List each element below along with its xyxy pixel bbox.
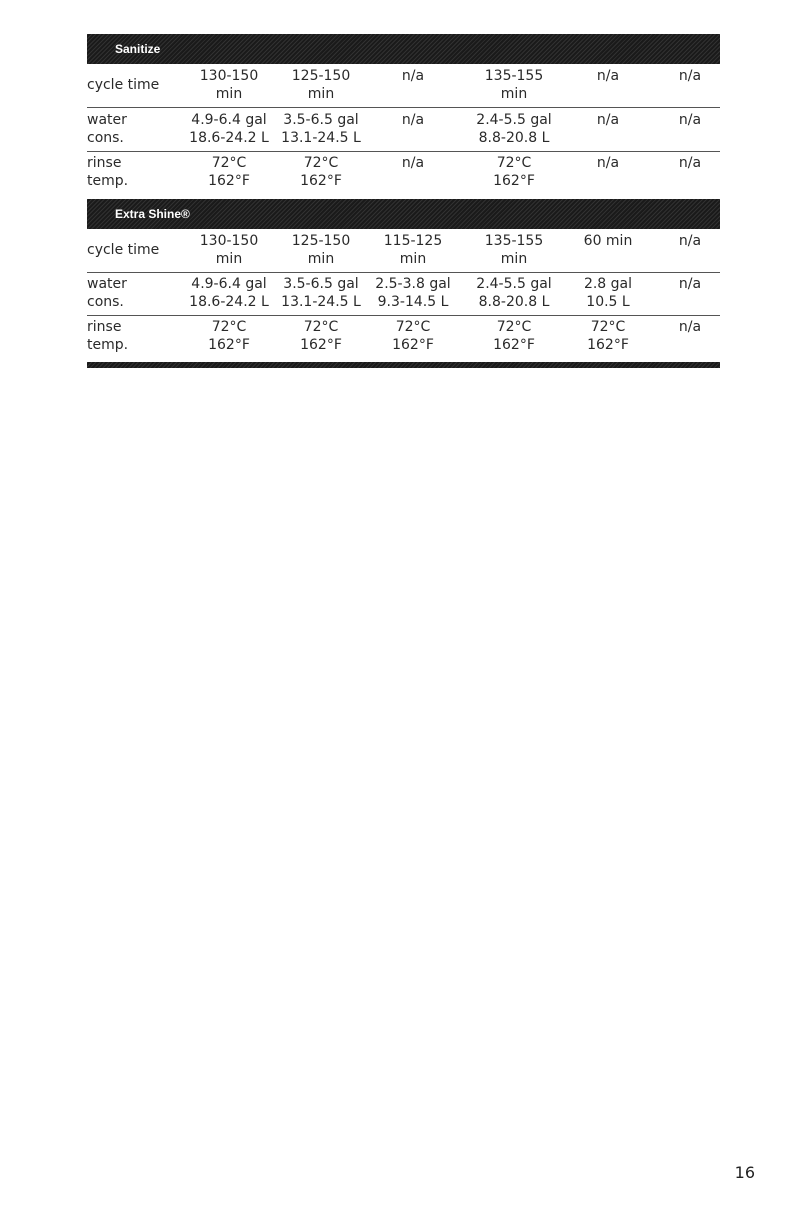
table-cell: 4.9-6.4 gal 18.6-24.2 L	[189, 112, 269, 146]
table-cell: 2.4-5.5 gal 8.8-20.8 L	[476, 276, 552, 310]
table-cell: 130-150 min	[199, 233, 259, 267]
section-header-sanitize	[87, 34, 720, 64]
row-label: rinse temp.	[87, 319, 129, 353]
table-cell: 2.8 gal 10.5 L	[583, 276, 633, 310]
table-cell: 135-155 min	[484, 68, 544, 102]
table-cell: n/a	[401, 68, 425, 84]
row-label: water cons.	[87, 112, 127, 146]
row-divider	[87, 107, 720, 108]
row-label: rinse temp.	[87, 155, 129, 189]
table-cell: 72°C 162°F	[300, 319, 342, 353]
row-label: cycle time	[87, 242, 160, 258]
table-cell: n/a	[678, 112, 702, 128]
table-cell: 3.5-6.5 gal 13.1-24.5 L	[281, 276, 361, 310]
table-cell: n/a	[401, 112, 425, 128]
table-cell: 3.5-6.5 gal 13.1-24.5 L	[281, 112, 361, 146]
table-cell: 72°C 162°F	[493, 155, 535, 189]
table-cell: n/a	[596, 155, 620, 171]
table-cell: 72°C 162°F	[300, 155, 342, 189]
row-label: water cons.	[87, 276, 127, 310]
table-cell: n/a	[596, 68, 620, 84]
table-cell: n/a	[678, 276, 702, 292]
page-number: 16	[734, 1163, 755, 1182]
table-cell: 4.9-6.4 gal 18.6-24.2 L	[189, 276, 269, 310]
program-data-table	[87, 34, 720, 368]
row-divider	[87, 151, 720, 152]
table-cell: n/a	[678, 68, 702, 84]
section-title: Extra Shine®	[115, 207, 190, 221]
section-rows-sanitize	[87, 64, 720, 199]
table-cell: 72°C 162°F	[587, 319, 629, 353]
table-cell: 60 min	[583, 233, 633, 249]
section-header-extra-shine	[87, 199, 720, 229]
row-label: cycle time	[87, 77, 160, 93]
table-cell: 125-150 min	[291, 233, 351, 267]
section-title: Sanitize	[115, 42, 161, 56]
row-divider	[87, 272, 720, 273]
table-cell: 2.4-5.5 gal 8.8-20.8 L	[476, 112, 552, 146]
section-rows-extra-shine	[87, 229, 720, 362]
table-cell: 130-150 min	[199, 68, 259, 102]
table-bottom-band	[87, 362, 720, 368]
row-divider	[87, 315, 720, 316]
table-cell: n/a	[678, 155, 702, 171]
table-cell: 72°C 162°F	[493, 319, 535, 353]
table-cell: 72°C 162°F	[208, 319, 250, 353]
table-cell: 115-125 min	[383, 233, 443, 267]
table-cell: n/a	[678, 319, 702, 335]
table-cell: 125-150 min	[291, 68, 351, 102]
table-cell: 135-155 min	[484, 233, 544, 267]
table-cell: 2.5-3.8 gal 9.3-14.5 L	[375, 276, 451, 310]
table-cell: n/a	[401, 155, 425, 171]
table-cell: 72°C 162°F	[392, 319, 434, 353]
table-cell: n/a	[596, 112, 620, 128]
table-cell: 72°C 162°F	[208, 155, 250, 189]
table-cell: n/a	[678, 233, 702, 249]
